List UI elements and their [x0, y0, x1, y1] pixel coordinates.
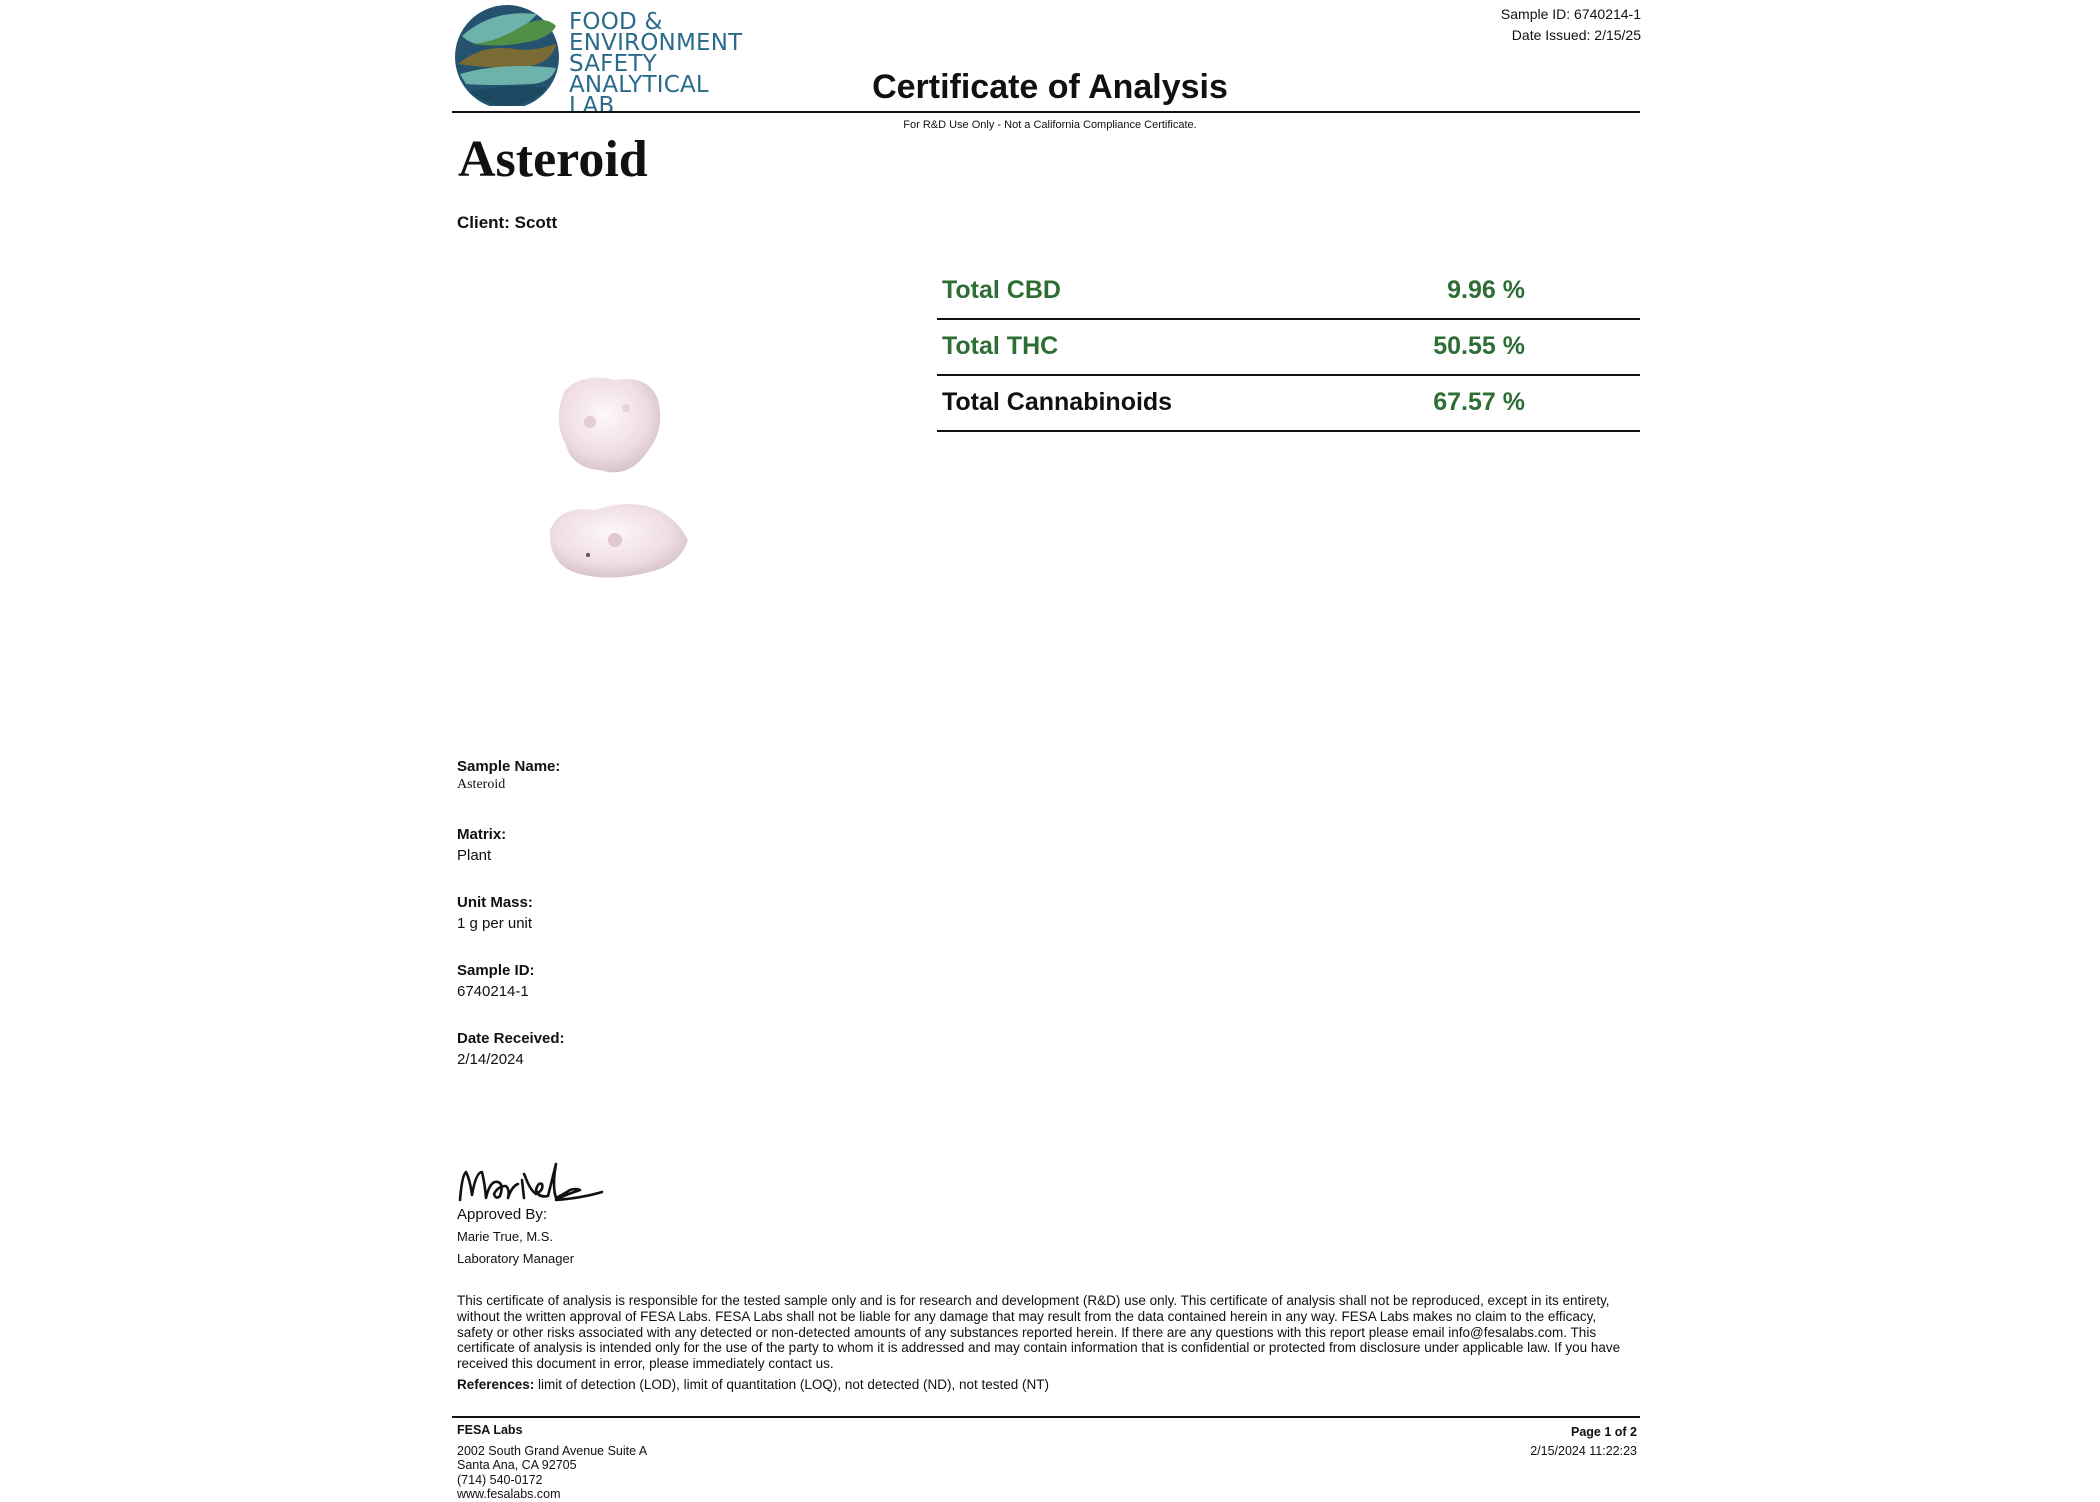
- date-received-field: [457, 1030, 565, 1068]
- field-value: 1 g per unit: [457, 915, 533, 932]
- header-divider: [452, 111, 1640, 113]
- crystal-sample-image: [530, 370, 750, 620]
- client-name: Client: Scott: [457, 213, 558, 232]
- page-title: Certificate of Analysis: [872, 68, 1228, 106]
- references-text: limit of detection (LOD), limit of quantitation (LOQ), not detected (ND), not tested (NT): [534, 1377, 1049, 1392]
- footer-address-line: 2002 South Grand Avenue Suite A: [457, 1443, 648, 1458]
- signature: [452, 1150, 612, 1210]
- field-label: Sample ID:: [457, 962, 535, 979]
- total-cannabinoids-row: [937, 374, 1640, 432]
- footer-address: [457, 1423, 647, 1502]
- page-number: Page 1 of 2: [1571, 1425, 1637, 1439]
- sample-id-field: [457, 962, 535, 1000]
- total-cbd-row: [937, 262, 1640, 320]
- matrix-field: [457, 826, 506, 864]
- product-photo: [530, 370, 750, 620]
- field-value: Plant: [457, 847, 492, 864]
- handwritten-signature-icon: [452, 1150, 612, 1210]
- field-value: 2/14/2024: [457, 1051, 524, 1068]
- total-cannabinoids-value: 67.57 %: [1433, 388, 1525, 416]
- approver-role: Laboratory Manager: [457, 1251, 575, 1266]
- total-thc-row: [937, 318, 1640, 376]
- logo-line: ENVIRONMENT: [569, 30, 743, 56]
- footer-phone: (714) 540-0172: [457, 1472, 543, 1487]
- header-date-issued: Date Issued: 2/15/25: [1511, 27, 1641, 43]
- footer-divider: [452, 1416, 1640, 1418]
- unit-mass-field: [457, 894, 533, 932]
- references: [457, 1377, 1049, 1392]
- footer-company: FESA Labs: [457, 1423, 523, 1437]
- product-name: Asteroid: [458, 131, 648, 188]
- logo-line: FOOD &: [569, 9, 663, 35]
- total-cannabinoids-label: Total Cannabinoids: [942, 388, 1173, 416]
- header-sample-id: Sample ID: 6740214-1: [1500, 6, 1641, 22]
- sample-name-field: [457, 758, 560, 793]
- field-value: 6740214-1: [457, 983, 529, 1000]
- total-cbd-label: Total CBD: [942, 276, 1061, 304]
- legal-disclaimer: This certificate of analysis is responsible for the tested sample only and is for research and development (R&D) use only. This certificate of analysis shall not be reproduced, except in its entirety, without the written approval of FESA Labs. FESA Labs shall not be liable for any damage that may result from the data contained herein in any way. FESA Labs makes no claim to the efficacy, safety or other risks associated with any detected or non-detected amounts of any substances reported herein. If there are any questions with this report please email info@fesalabs.com. This certificate of analysis is intended only for the use of the party to whom it is addressed and may contain information that is confidential or protected from disclosure under applicable law. If you have received this document in error, please immediately contact us.: [457, 1293, 1621, 1372]
- total-thc-label: Total THC: [942, 332, 1059, 360]
- references-label: References:: [457, 1377, 535, 1392]
- footer-timestamp: 2/15/2024 11:22:23: [1530, 1444, 1637, 1458]
- field-label: Matrix:: [457, 826, 507, 843]
- total-thc-value: 50.55 %: [1433, 332, 1525, 360]
- footer-address-line: Santa Ana, CA 92705: [457, 1458, 577, 1472]
- field-value: Asteroid: [457, 777, 506, 792]
- total-cbd-value: 9.96 %: [1447, 276, 1525, 304]
- field-label: Date Received:: [457, 1030, 565, 1047]
- lab-logo-mark-icon: [452, 4, 562, 106]
- logo-line: SAFETY: [569, 51, 657, 77]
- footer-website: www.fesalabs.com: [457, 1487, 561, 1501]
- approved-by-label: Approved By:: [457, 1206, 548, 1223]
- field-label: Unit Mass:: [457, 894, 533, 911]
- approval-block: [457, 1204, 574, 1270]
- approver-name: Marie True, M.S.: [457, 1229, 554, 1244]
- logo-line: ANALYTICAL LAB: [569, 72, 709, 119]
- footer-page-info: [1530, 1423, 1637, 1461]
- header-meta: [1501, 4, 1641, 46]
- field-label: Sample Name:: [457, 758, 561, 775]
- compliance-disclaimer: For R&D Use Only - Not a California Compliance Certificate.: [903, 119, 1197, 131]
